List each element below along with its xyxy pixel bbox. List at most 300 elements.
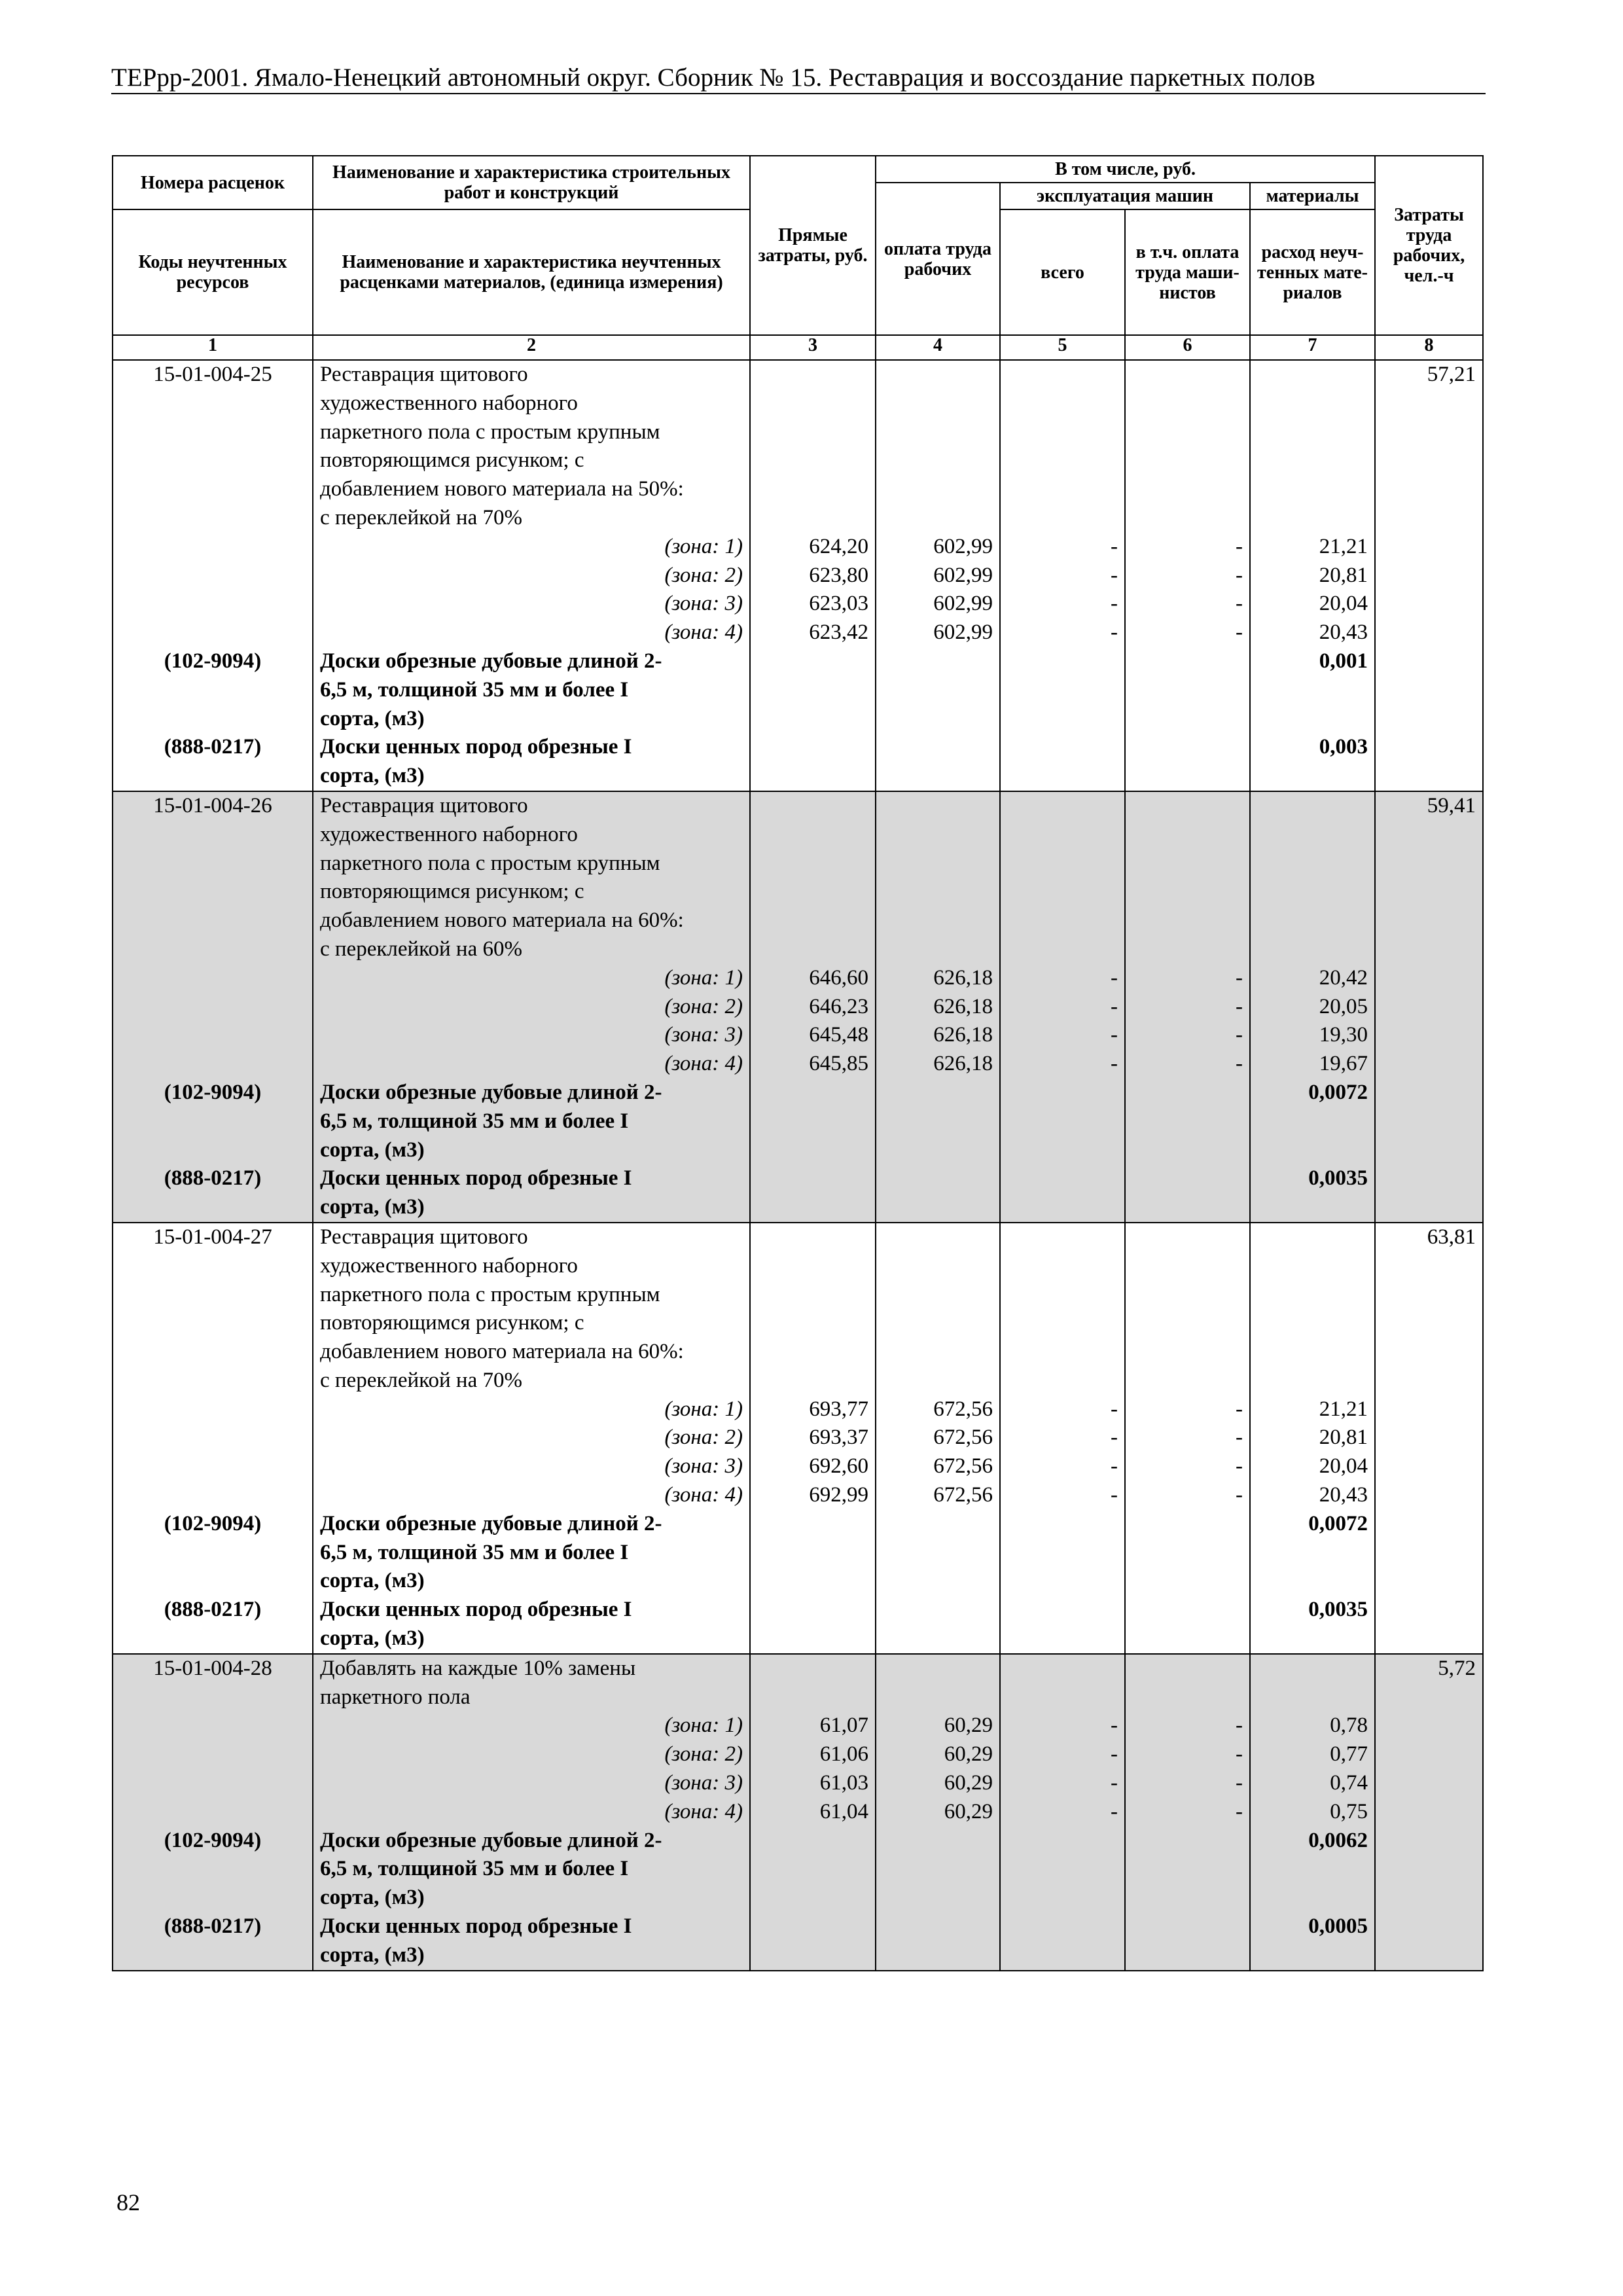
empty-cell [1250, 1941, 1375, 1971]
labor-pay-value: 672,56 [876, 1395, 1000, 1424]
resource-name-line: 6,5 м, толщиной 35 мм и более I [313, 1855, 750, 1884]
empty-cell [750, 1338, 876, 1367]
empty-cell [1250, 1367, 1375, 1395]
empty-cell [1000, 850, 1125, 878]
work-description-line: паркетного пола с простым крупным [313, 1281, 750, 1310]
empty-cell [1125, 475, 1250, 504]
empty-cell [1250, 850, 1375, 878]
resource-quantity: 0,0035 [1250, 1164, 1375, 1193]
work-description-line: паркетного пола [313, 1683, 750, 1712]
empty-cell [113, 762, 313, 791]
empty-cell [113, 590, 313, 619]
empty-cell [1000, 1827, 1125, 1856]
machinist-pay-value: - [1125, 1769, 1250, 1798]
empty-cell [876, 1079, 1000, 1107]
header-resource-codes: Коды неучтенных ресурсов [113, 209, 313, 335]
zone-label: (зона: 2) [313, 562, 750, 590]
resource-name-line: Доски обрезные дубовые длиной 2- [313, 1827, 750, 1856]
empty-cell [1125, 1683, 1250, 1712]
page-number: 82 [116, 2189, 140, 2215]
empty-cell [876, 676, 1000, 705]
empty-cell [1375, 1481, 1483, 1510]
machinist-pay-value: - [1125, 1021, 1250, 1050]
direct-costs-value: 61,06 [750, 1740, 876, 1769]
work-description-line: художественного наборного [313, 389, 750, 418]
empty-cell [1125, 1223, 1250, 1252]
machines-total-value: - [1000, 590, 1125, 619]
empty-cell [1375, 1567, 1483, 1596]
empty-cell [113, 533, 313, 562]
empty-cell [1000, 1136, 1125, 1165]
resource-code: (888-0217) [113, 1912, 313, 1941]
empty-cell [1375, 475, 1483, 504]
empty-cell [1375, 1912, 1483, 1941]
resource-line-row [113, 647, 1483, 676]
header-work-name: Наименование и характеристика строительных работ и конструкций [313, 156, 750, 209]
resource-name-line: сорта, (м3) [313, 1193, 750, 1223]
empty-cell [1000, 1596, 1125, 1624]
empty-cell [876, 1309, 1000, 1338]
resource-name-line: сорта, (м3) [313, 1941, 750, 1971]
empty-cell [113, 935, 313, 964]
empty-cell [1000, 1884, 1125, 1912]
empty-cell [876, 1596, 1000, 1624]
column-number: 7 [1250, 335, 1375, 360]
direct-costs-value: 623,42 [750, 619, 876, 647]
zone-label: (зона: 1) [313, 533, 750, 562]
resource-line-row [113, 1884, 1483, 1912]
direct-costs-value: 623,80 [750, 562, 876, 590]
materials-value: 20,43 [1250, 619, 1375, 647]
zone-row [113, 1452, 1483, 1481]
materials-value: 0,74 [1250, 1769, 1375, 1798]
zone-row [113, 1424, 1483, 1452]
resource-quantity: 0,001 [1250, 647, 1375, 676]
labor-pay-value: 626,18 [876, 964, 1000, 993]
resource-code: (888-0217) [113, 1596, 313, 1624]
column-numbers-row [113, 335, 1483, 360]
empty-cell [1000, 1912, 1125, 1941]
machines-total-value: - [1000, 562, 1125, 590]
empty-cell [1125, 1252, 1250, 1281]
empty-cell [750, 1136, 876, 1165]
empty-cell [750, 1223, 876, 1252]
empty-cell [750, 1596, 876, 1624]
empty-cell [1375, 418, 1483, 447]
materials-value: 0,78 [1250, 1712, 1375, 1740]
empty-cell [876, 1338, 1000, 1367]
empty-cell [1375, 878, 1483, 906]
empty-cell [1250, 1567, 1375, 1596]
empty-cell [113, 1798, 313, 1827]
empty-cell [1000, 1309, 1125, 1338]
machinist-pay-value: - [1125, 964, 1250, 993]
resource-line-row [113, 733, 1483, 762]
zone-label: (зона: 3) [313, 1021, 750, 1050]
direct-costs-value: 645,85 [750, 1050, 876, 1079]
empty-cell [876, 733, 1000, 762]
empty-cell [876, 1912, 1000, 1941]
empty-cell [1375, 1107, 1483, 1136]
machines-total-value: - [1000, 1050, 1125, 1079]
empty-cell [750, 1510, 876, 1539]
rate-code: 15-01-004-25 [113, 360, 313, 389]
empty-cell [750, 1252, 876, 1281]
empty-cell [113, 993, 313, 1022]
description-line-row [113, 1683, 1483, 1712]
empty-cell [876, 1827, 1000, 1856]
zone-label: (зона: 2) [313, 993, 750, 1022]
empty-cell [750, 1624, 876, 1654]
empty-cell [113, 1021, 313, 1050]
direct-costs-value: 646,23 [750, 993, 876, 1022]
machines-total-value: - [1000, 964, 1125, 993]
empty-cell [1375, 1021, 1483, 1050]
empty-cell [113, 705, 313, 734]
empty-cell [1000, 1941, 1125, 1971]
empty-cell [113, 504, 313, 533]
empty-cell [1000, 1855, 1125, 1884]
empty-cell [1250, 475, 1375, 504]
empty-cell [750, 1107, 876, 1136]
empty-cell [1250, 762, 1375, 791]
empty-cell [1125, 791, 1250, 821]
empty-cell [113, 1367, 313, 1395]
empty-cell [876, 821, 1000, 850]
empty-cell [876, 1884, 1000, 1912]
empty-cell [1375, 1769, 1483, 1798]
empty-cell [1375, 935, 1483, 964]
empty-cell [1250, 1136, 1375, 1165]
resource-name-line: сорта, (м3) [313, 705, 750, 734]
empty-cell [1250, 446, 1375, 475]
empty-cell [750, 475, 876, 504]
empty-cell [876, 1624, 1000, 1654]
empty-cell [750, 705, 876, 734]
description-line-row [113, 1252, 1483, 1281]
description-line-row [113, 878, 1483, 906]
empty-cell [1125, 1596, 1250, 1624]
machinist-pay-value: - [1125, 533, 1250, 562]
description-line-row [113, 1223, 1483, 1252]
empty-cell [750, 1309, 876, 1338]
zone-row [113, 993, 1483, 1022]
empty-cell [113, 1740, 313, 1769]
empty-cell [876, 475, 1000, 504]
machines-total-value: - [1000, 993, 1125, 1022]
resource-code: (102-9094) [113, 1079, 313, 1107]
description-line-row [113, 1309, 1483, 1338]
empty-cell [876, 906, 1000, 935]
labor-pay-value: 60,29 [876, 1798, 1000, 1827]
empty-cell [750, 1827, 876, 1856]
header-materials: материалы [1250, 183, 1375, 209]
empty-cell [876, 647, 1000, 676]
empty-cell [1000, 389, 1125, 418]
zone-row [113, 1481, 1483, 1510]
empty-cell [1375, 1855, 1483, 1884]
empty-cell [1125, 850, 1250, 878]
empty-cell [113, 1624, 313, 1654]
empty-cell [1250, 878, 1375, 906]
empty-cell [1375, 1252, 1483, 1281]
machines-total-value: - [1000, 1395, 1125, 1424]
machines-total-value: - [1000, 1452, 1125, 1481]
empty-cell [750, 906, 876, 935]
empty-cell [750, 647, 876, 676]
empty-cell [1000, 906, 1125, 935]
empty-cell [1250, 418, 1375, 447]
empty-cell [1000, 821, 1125, 850]
resource-name-line: Доски ценных пород обрезные I [313, 1164, 750, 1193]
column-number: 4 [876, 335, 1000, 360]
empty-cell [750, 1539, 876, 1568]
table-header [113, 156, 1483, 335]
empty-cell [113, 418, 313, 447]
empty-cell [1125, 821, 1250, 850]
direct-costs-value: 61,07 [750, 1712, 876, 1740]
labor-cost-value: 59,41 [1375, 791, 1483, 821]
empty-cell [113, 1712, 313, 1740]
empty-cell [1375, 1510, 1483, 1539]
labor-pay-value: 602,99 [876, 562, 1000, 590]
materials-value: 21,21 [1250, 1395, 1375, 1424]
empty-cell [1375, 1941, 1483, 1971]
empty-cell [1125, 935, 1250, 964]
running-header: ТЕРрр-2001. Ямало-Ненецкий автономный округ. Сборник № 15. Реставрация и воссоздание паркетных полов [111, 63, 1315, 92]
resource-line-row [113, 1164, 1483, 1193]
work-description-line: повторяющимся рисунком; с [313, 878, 750, 906]
empty-cell [750, 1567, 876, 1596]
work-description-line: с переклейкой на 60% [313, 935, 750, 964]
empty-cell [1000, 1567, 1125, 1596]
empty-cell [750, 1912, 876, 1941]
direct-costs-value: 692,60 [750, 1452, 876, 1481]
empty-cell [1375, 1740, 1483, 1769]
empty-cell [113, 1452, 313, 1481]
empty-cell [1125, 1912, 1250, 1941]
empty-cell [113, 1769, 313, 1798]
labor-pay-value: 602,99 [876, 533, 1000, 562]
empty-cell [113, 676, 313, 705]
empty-cell [113, 1941, 313, 1971]
empty-cell [1125, 446, 1250, 475]
zone-label: (зона: 4) [313, 1481, 750, 1510]
empty-cell [1375, 1596, 1483, 1624]
empty-cell [1000, 1164, 1125, 1193]
materials-value: 0,77 [1250, 1740, 1375, 1769]
empty-cell [876, 1367, 1000, 1395]
zone-row [113, 1395, 1483, 1424]
work-description-line: Реставрация щитового [313, 1223, 750, 1252]
zone-label: (зона: 2) [313, 1740, 750, 1769]
description-line-row [113, 821, 1483, 850]
rate-code: 15-01-004-27 [113, 1223, 313, 1252]
empty-cell [113, 1338, 313, 1367]
empty-cell [1375, 705, 1483, 734]
empty-cell [1375, 1712, 1483, 1740]
empty-cell [113, 878, 313, 906]
materials-value: 20,04 [1250, 1452, 1375, 1481]
resource-line-row [113, 1941, 1483, 1971]
empty-cell [1250, 1223, 1375, 1252]
empty-cell [876, 418, 1000, 447]
empty-cell [1250, 821, 1375, 850]
resource-line-row [113, 1539, 1483, 1568]
empty-cell [1250, 705, 1375, 734]
empty-cell [1375, 821, 1483, 850]
resource-line-row [113, 1079, 1483, 1107]
zone-label: (зона: 3) [313, 590, 750, 619]
description-line-row [113, 1367, 1483, 1395]
rate-code: 15-01-004-28 [113, 1654, 313, 1683]
empty-cell [1125, 1827, 1250, 1856]
empty-cell [750, 878, 876, 906]
empty-cell [1375, 850, 1483, 878]
empty-cell [1125, 762, 1250, 791]
empty-cell [876, 935, 1000, 964]
empty-cell [113, 562, 313, 590]
empty-cell [750, 935, 876, 964]
empty-cell [876, 1539, 1000, 1568]
empty-cell [1125, 1567, 1250, 1596]
description-line-row [113, 504, 1483, 533]
work-description-line: добавлением нового материала на 50%: [313, 475, 750, 504]
column-number: 1 [113, 335, 313, 360]
labor-pay-value: 602,99 [876, 619, 1000, 647]
resource-line-row [113, 1193, 1483, 1223]
column-number: 6 [1125, 335, 1250, 360]
machinist-pay-value: - [1125, 1452, 1250, 1481]
zone-row [113, 562, 1483, 590]
empty-cell [1125, 733, 1250, 762]
empty-cell [876, 850, 1000, 878]
empty-cell [1375, 389, 1483, 418]
empty-cell [1250, 1539, 1375, 1568]
header-rule [111, 93, 1486, 94]
rate-group [113, 1223, 1483, 1654]
empty-cell [1250, 504, 1375, 533]
empty-cell [113, 1281, 313, 1310]
empty-cell [1375, 676, 1483, 705]
empty-cell [876, 878, 1000, 906]
empty-cell [113, 1424, 313, 1452]
empty-cell [1000, 935, 1125, 964]
empty-cell [1250, 1624, 1375, 1654]
resource-line-row [113, 705, 1483, 734]
work-description-line: художественного наборного [313, 1252, 750, 1281]
empty-cell [1125, 906, 1250, 935]
empty-cell [1250, 360, 1375, 389]
column-number: 2 [313, 335, 750, 360]
zone-row [113, 533, 1483, 562]
empty-cell [1375, 906, 1483, 935]
empty-cell [1125, 389, 1250, 418]
empty-cell [750, 1683, 876, 1712]
resource-name-line: Доски ценных пород обрезные I [313, 1912, 750, 1941]
empty-cell [1125, 1107, 1250, 1136]
resource-name-line: Доски ценных пород обрезные I [313, 733, 750, 762]
work-description-line: Добавлять на каждые 10% замены [313, 1654, 750, 1683]
empty-cell [876, 360, 1000, 389]
machines-total-value: - [1000, 1798, 1125, 1827]
empty-cell [113, 850, 313, 878]
materials-value: 19,67 [1250, 1050, 1375, 1079]
resource-name-line: 6,5 м, толщиной 35 мм и более I [313, 1539, 750, 1568]
rate-group [113, 360, 1483, 791]
work-description-line: с переклейкой на 70% [313, 1367, 750, 1395]
empty-cell [750, 1079, 876, 1107]
empty-cell [1125, 1193, 1250, 1223]
materials-value: 20,42 [1250, 964, 1375, 993]
resource-code: (888-0217) [113, 1164, 313, 1193]
machines-total-value: - [1000, 619, 1125, 647]
empty-cell [1000, 878, 1125, 906]
zone-label: (зона: 4) [313, 1050, 750, 1079]
labor-pay-value: 672,56 [876, 1424, 1000, 1452]
direct-costs-value: 61,04 [750, 1798, 876, 1827]
resource-line-row [113, 1596, 1483, 1624]
machines-total-value: - [1000, 533, 1125, 562]
empty-cell [1375, 1367, 1483, 1395]
resource-line-row [113, 1510, 1483, 1539]
machinist-pay-value: - [1125, 1424, 1250, 1452]
empty-cell [1250, 1855, 1375, 1884]
zone-row [113, 1021, 1483, 1050]
zone-row [113, 1769, 1483, 1798]
empty-cell [113, 1395, 313, 1424]
empty-cell [1000, 1654, 1125, 1683]
resource-name-line: сорта, (м3) [313, 1884, 750, 1912]
resource-line-row [113, 1107, 1483, 1136]
empty-cell [113, 1107, 313, 1136]
empty-cell [876, 791, 1000, 821]
machinist-pay-value: - [1125, 1481, 1250, 1510]
empty-cell [750, 676, 876, 705]
empty-cell [113, 389, 313, 418]
empty-cell [876, 1164, 1000, 1193]
empty-cell [1250, 935, 1375, 964]
header-including: В том числе, руб. [876, 156, 1375, 183]
description-line-row [113, 446, 1483, 475]
empty-cell [1000, 1338, 1125, 1367]
labor-pay-value: 672,56 [876, 1481, 1000, 1510]
empty-cell [876, 1281, 1000, 1310]
resource-name-line: сорта, (м3) [313, 1567, 750, 1596]
empty-cell [113, 1683, 313, 1712]
empty-cell [750, 1164, 876, 1193]
empty-cell [750, 1367, 876, 1395]
resource-name-line: сорта, (м3) [313, 762, 750, 791]
machines-total-value: - [1000, 1740, 1125, 1769]
empty-cell [1125, 1941, 1250, 1971]
rates-table [112, 155, 1484, 1971]
rate-group [113, 791, 1483, 1223]
machinist-pay-value: - [1125, 562, 1250, 590]
empty-cell [1125, 1510, 1250, 1539]
zone-label: (зона: 4) [313, 1798, 750, 1827]
empty-cell [1375, 1309, 1483, 1338]
empty-cell [1125, 360, 1250, 389]
header-unaccounted-materials: расход неуч-тенных мате-риалов [1250, 209, 1375, 335]
resource-name-line: сорта, (м3) [313, 1136, 750, 1165]
empty-cell [113, 1309, 313, 1338]
empty-cell [1125, 1539, 1250, 1568]
empty-cell [1375, 562, 1483, 590]
empty-cell [876, 1107, 1000, 1136]
resource-line-row [113, 1624, 1483, 1654]
empty-cell [113, 1539, 313, 1568]
